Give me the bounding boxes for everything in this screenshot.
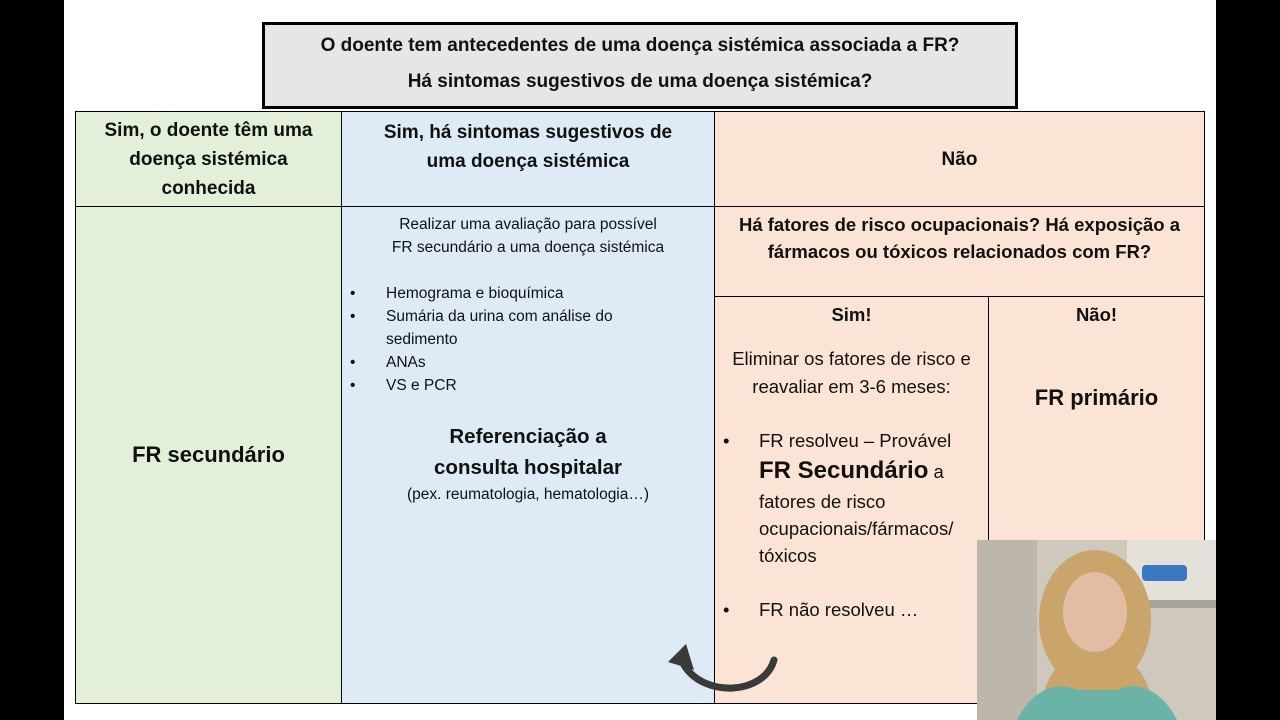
col1-body <box>75 206 342 704</box>
col3-no-result: FR primário <box>1034 385 1159 410</box>
outcome-1-post: a fatores de risco ocupacionais/fármacos/ tóxicos <box>759 461 954 566</box>
list-item <box>723 427 980 569</box>
col1-result: FR secundário <box>132 442 285 467</box>
col2-referral: Referenciação a consulta hospitalar <box>434 425 622 479</box>
question-line-2: Há sintomas sugestivos de uma doença sistémica? <box>407 71 873 92</box>
col3-subquestion: Há fatores de risco ocupacionais? Há exposição a fármacos ou tóxicos relacionados com FR? <box>714 206 1205 297</box>
list-item: • FR não resolveu … <box>723 596 980 623</box>
list-item: • VS e PCR <box>350 374 666 397</box>
outcome-1-highlight: FR Secundário <box>759 457 929 484</box>
question-line-1: O doente tem antecedentes de uma doença sistémica associada a FR? <box>320 35 960 56</box>
col1-header: Sim, o doente têm uma doença sistémica conhecida <box>75 111 342 207</box>
col3-yes-header: Sim! <box>831 304 872 325</box>
curved-arrow-icon <box>664 640 784 700</box>
webcam-overlay <box>977 540 1216 720</box>
presenter-video-icon <box>977 540 1216 720</box>
col2-referral-note: (pex. reumatologia, hematologia…) <box>406 486 650 503</box>
col3-no-header: Não! <box>1075 304 1118 325</box>
outcome-1-pre: FR resolveu – Provável <box>759 430 952 451</box>
main-question-box <box>262 22 1018 109</box>
exam-list <box>350 282 706 397</box>
col3-yes-intro: Eliminar os fatores de risco e reavaliar em 3-6 meses: <box>732 348 971 397</box>
list-item: • ANAs <box>350 351 666 374</box>
col2-intro: Realizar uma avaliação para possível FR secundário a uma doença sistémica <box>391 216 665 256</box>
list-item: • Hemograma e bioquímica <box>350 282 666 305</box>
col2-body <box>341 206 715 704</box>
col3-header: Não <box>714 111 1205 207</box>
col2-header: Sim, há sintomas sugestivos de uma doença sistémica <box>341 111 715 207</box>
list-item: • Sumária da urina com análise do sedimento <box>350 305 666 351</box>
outcome-list <box>723 427 980 623</box>
